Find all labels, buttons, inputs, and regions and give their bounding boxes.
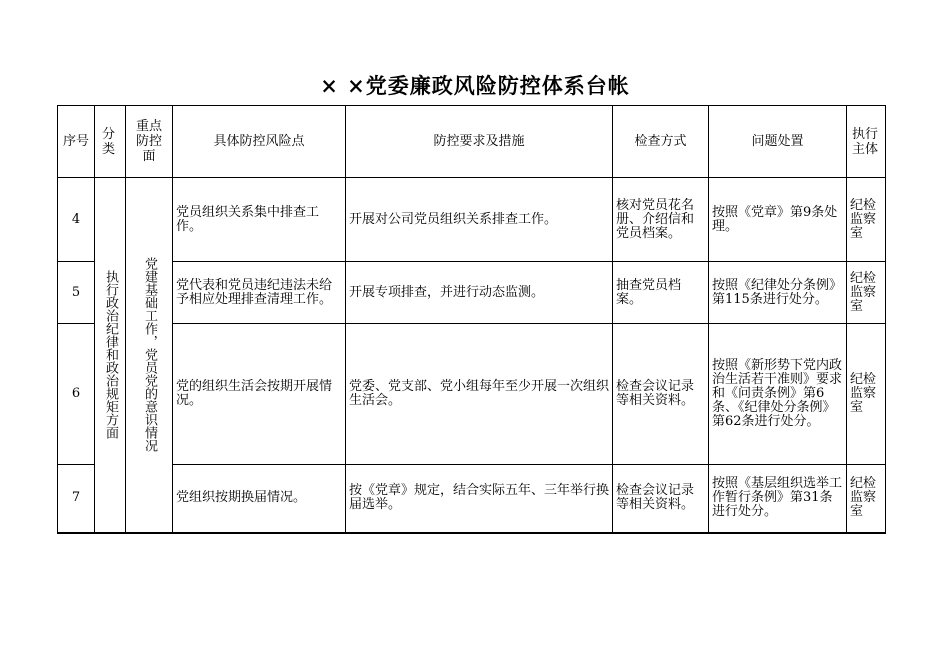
header-category: [95, 106, 126, 178]
row-executor: 纪检监察室: [847, 324, 886, 465]
table-row: [58, 178, 886, 262]
header-row: [58, 106, 886, 178]
row-check: 核对党员花名册、介绍信和党员档案。: [613, 178, 709, 262]
row-check: 检查会议记录等相关资料。: [613, 465, 709, 533]
focus-cell: [126, 178, 173, 533]
header-executor-text: 执行主体: [852, 126, 879, 157]
row-seq: 4: [58, 178, 95, 262]
row-executor: 纪检监察室: [847, 178, 886, 262]
page-title: × ×党委廉政风险防控体系台帐: [320, 73, 630, 98]
row-executor: 纪检监察室: [847, 465, 886, 533]
row-handling: 按照《新形势下党内政治生活若干准则》要求和《问责条例》第6条、《纪律处分条例》第62条进行处分。: [709, 324, 847, 465]
category-text: 执行政治纪律和政治规矩方面: [103, 270, 118, 440]
header-focus: [126, 106, 173, 178]
table-row: [58, 465, 886, 533]
header-focus-text: 重点防控面: [135, 119, 162, 164]
row-risk: 党员组织关系集中排查工作。: [173, 178, 346, 262]
focus-text: 党建基础工作，党员党的意识情况: [142, 257, 157, 453]
row-measures: 党委、党支部、党小组每年至少开展一次组织生活会。: [346, 324, 613, 465]
risk-ledger-table: [57, 105, 886, 534]
row-measures: 开展对公司党员组织关系排查工作。: [346, 178, 613, 262]
row-risk: 党的组织生活会按期开展情况。: [173, 324, 346, 465]
row-handling: 按照《纪律处分条例》第115条进行处分。: [709, 262, 847, 324]
row-seq: 7: [58, 465, 95, 533]
header-handling: 问题处置: [709, 106, 847, 178]
row-seq: 5: [58, 262, 95, 324]
header-check: 检查方式: [613, 106, 709, 178]
row-check: 检查会议记录等相关资料。: [613, 324, 709, 465]
row-measures: 按《党章》规定，结合实际五年、三年举行换届选举。: [346, 465, 613, 533]
header-seq: 序号: [58, 106, 95, 178]
row-measures: 开展专项排查，并进行动态监测。: [346, 262, 613, 324]
table-row: [58, 324, 886, 465]
header-category-text: 分类: [102, 126, 116, 157]
row-handling: 按照《基层组织选举工作暂行条例》第31条进行处分。: [709, 465, 847, 533]
header-measures: 防控要求及措施: [346, 106, 613, 178]
row-seq: 6: [58, 324, 95, 465]
row-handling: 按照《党章》第9条处理。: [709, 178, 847, 262]
table-row: [58, 262, 886, 324]
header-executor: [847, 106, 886, 178]
row-risk: 党组织按期换届情况。: [173, 465, 346, 533]
header-risk: 具体防控风险点: [173, 106, 346, 178]
category-cell: [95, 178, 126, 533]
row-executor: 纪检监察室: [847, 262, 886, 324]
row-risk: 党代表和党员违纪违法未给予相应处理排查清理工作。: [173, 262, 346, 324]
row-check: 抽查党员档案。: [613, 262, 709, 324]
